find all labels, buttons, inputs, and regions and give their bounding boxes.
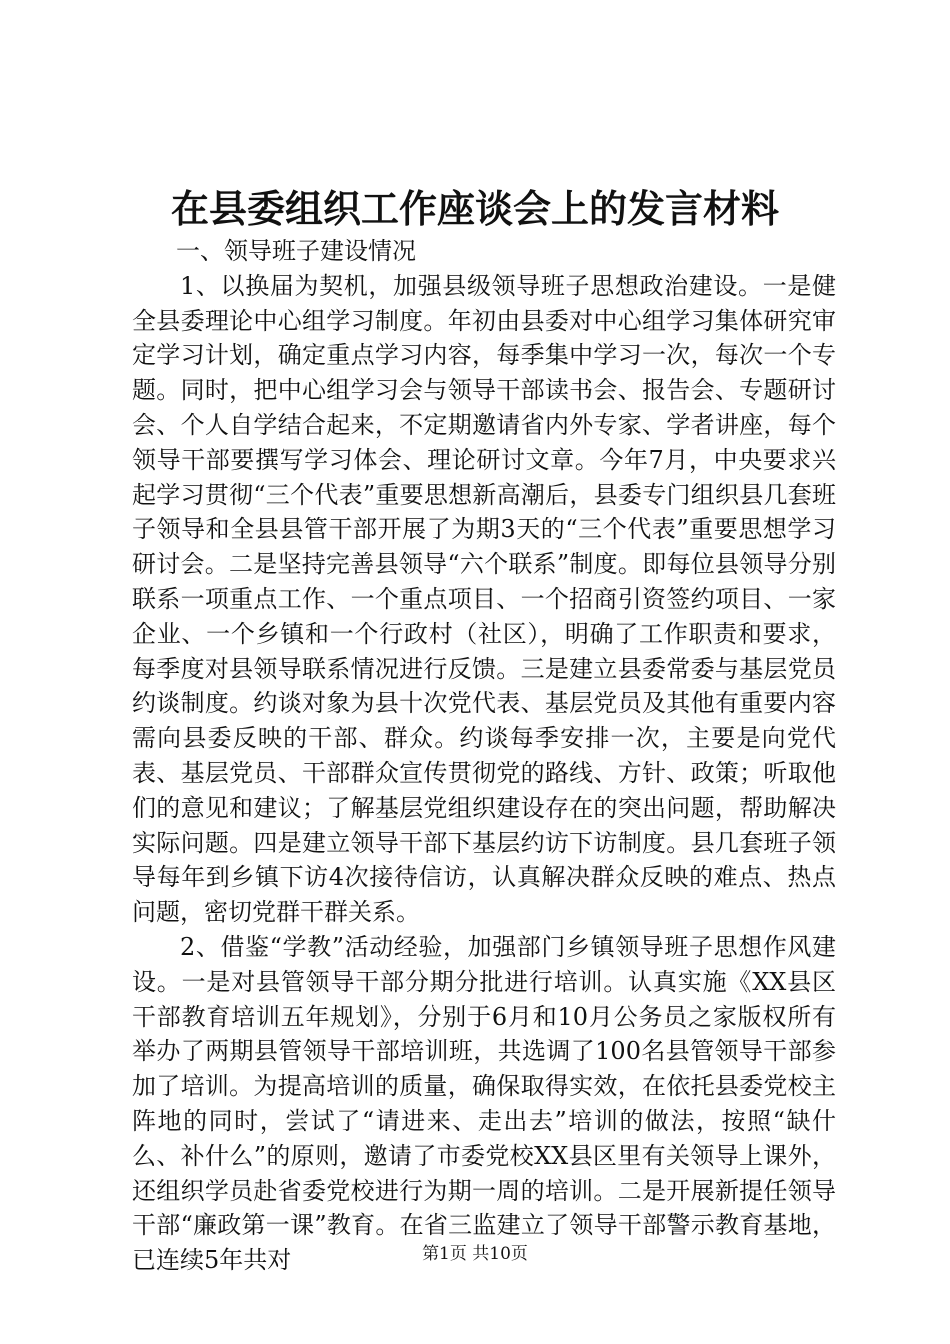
document-title: 在县委组织工作座谈会上的发言材料	[170, 186, 779, 231]
section-heading: 一、领导班子建设情况	[176, 237, 416, 265]
paragraph-1: 1、以换届为契机，加强县级领导班子思想政治建设。一是健全县委理论中心组学习制度。年初由县委对中心组学习集体研究审定学习计划，确定重点学习内容，每季集中学习一次，每次一个专题。同时，把中心组学习会与领导干部读书会、报告会、专题研讨会、个人自学结合起来，不定期邀请省内外专家、学者讲座，每个领导干部要撰写学习体会、理论研讨文章。今年7月，中央要求兴起学习贯彻“三个代表”重要思想新高潮后，县委专门组织县几套班子领导和全县县管干部开展了为期3天的“三个代表”重要思想学习研讨会。二是坚持完善县领导“六个联系”制度。即每位县领导分别联系一项重点工作、一个重点项目、一个招商引资签约项目、一家企业、一个乡镇和一个行政村（社区），明确了工作职责和要求，每季度对县领导联系情况进行反馈。三是建立县委常委与基层党员约谈制度。约谈对象为县十次党代表、基层党员及其他有重要内容需向县委反映的干部、群众。约谈每季安排一次，主要是向党代表、基层党员、干部群众宣传贯彻党的路线、方针、政策；听取他们的意见和建议；了解基层党组织建设存在的突出问题，帮助解决实际问题。四是建立领导干部下基层约访下访制度。县几套班子领导每年到乡镇下访4次接待信访，认真解决群众反映的难点、热点问题，密切党群干群关系。	[132, 271, 836, 927]
document-body	[132, 234, 836, 1278]
page-footer	[0, 1242, 950, 1266]
page-number: 第1页	[422, 1244, 467, 1264]
page-total: 共10页	[472, 1244, 528, 1264]
paragraph-2: 2、借鉴“学教”活动经验，加强部门乡镇领导班子思想作风建设。一是对县管领导干部分期分批进行培训。认真实施《XX县区干部教育培训五年规划》，分别于6月和10月公务员之家版权所有举办了两期县管领导干部培训班，共选调了100名县管领导干部参加了培训。为提高培训的质量，确保取得实效，在依托县委党校主阵地的同时，尝试了“请进来、走出去”培训的做法，按照“缺什么、补什么”的原则，邀请了市委党校XX县区里有关领导上课外，还组织学员赴省委党校进行为期一周的培训。二是开展新提任领导干部“廉政第一课”教育。在省三监建立了领导干部警示教育基地，已连续5年共对	[132, 932, 836, 1275]
